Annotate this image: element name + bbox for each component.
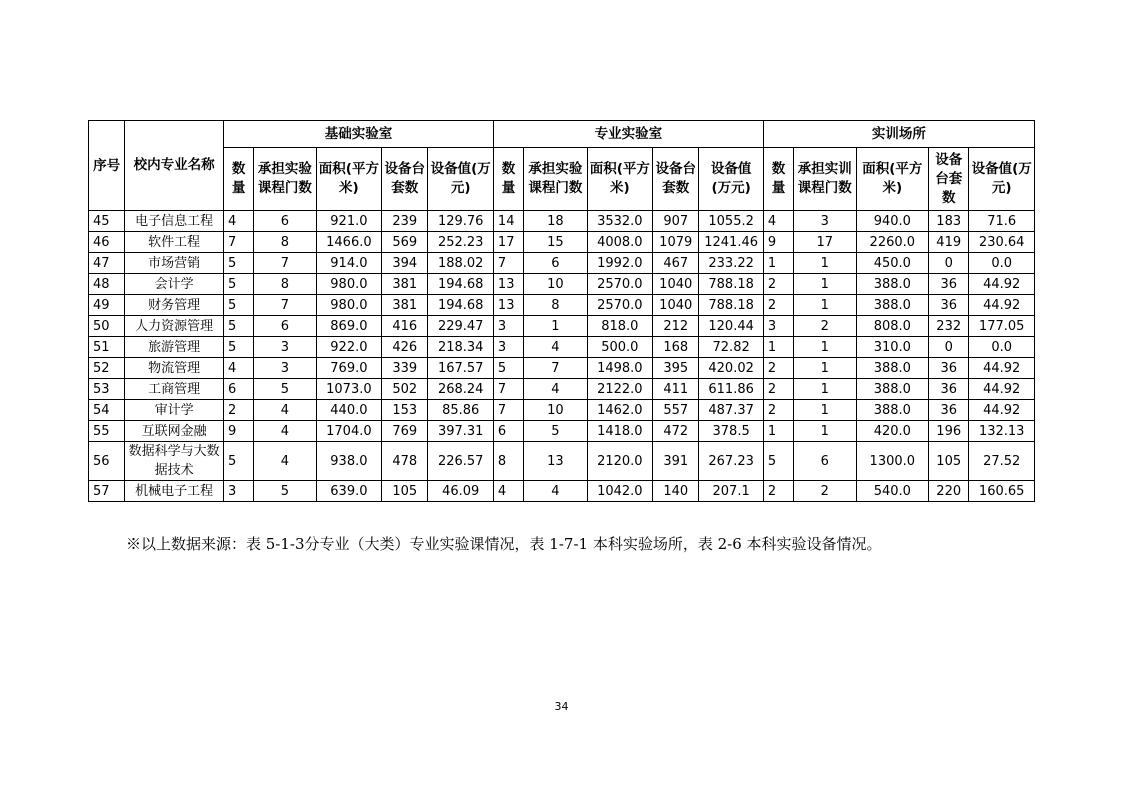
row-seq-cell: 54 bbox=[89, 400, 125, 421]
table-cell: 153 bbox=[382, 400, 428, 421]
table-cell: 230.64 bbox=[969, 232, 1035, 253]
table-cell: 6 bbox=[254, 316, 316, 337]
header-group-row bbox=[89, 121, 1035, 148]
table-cell: 10 bbox=[524, 274, 587, 295]
table-row bbox=[89, 316, 1035, 337]
table-cell: 229.47 bbox=[428, 316, 493, 337]
table-cell: 4 bbox=[493, 481, 523, 502]
table-cell: 252.23 bbox=[428, 232, 493, 253]
table-cell: 267.23 bbox=[699, 442, 763, 481]
table-cell: 0.0 bbox=[969, 253, 1035, 274]
table-cell: 3 bbox=[223, 481, 253, 502]
table-cell: 922.0 bbox=[316, 337, 381, 358]
table-cell: 416 bbox=[382, 316, 428, 337]
header-group-basic-lab: 基础实验室 bbox=[223, 121, 493, 148]
table-cell: 1073.0 bbox=[316, 379, 381, 400]
row-major-cell: 市场营销 bbox=[125, 253, 224, 274]
lab-statistics-table bbox=[88, 120, 1035, 502]
header-prof-courses: 承担实验课程门数 bbox=[524, 148, 587, 211]
table-cell: 7 bbox=[493, 379, 523, 400]
row-seq-cell: 49 bbox=[89, 295, 125, 316]
row-seq-cell: 46 bbox=[89, 232, 125, 253]
table-cell: 388.0 bbox=[856, 400, 929, 421]
row-seq-cell: 51 bbox=[89, 337, 125, 358]
table-cell: 14 bbox=[493, 211, 523, 232]
table-cell: 411 bbox=[653, 379, 699, 400]
table-cell: 36 bbox=[929, 400, 969, 421]
row-major-cell: 工商管理 bbox=[125, 379, 224, 400]
table-cell: 450.0 bbox=[856, 253, 929, 274]
table-cell: 3 bbox=[254, 337, 316, 358]
header-basic-equipment-sets: 设备台套数 bbox=[382, 148, 428, 211]
table-cell: 5 bbox=[763, 442, 793, 481]
table-cell: 7 bbox=[223, 232, 253, 253]
table-cell: 2570.0 bbox=[587, 295, 652, 316]
table-cell: 7 bbox=[524, 358, 587, 379]
table-row bbox=[89, 358, 1035, 379]
table-cell: 220 bbox=[929, 481, 969, 502]
table-cell: 2 bbox=[763, 274, 793, 295]
table-cell: 4 bbox=[524, 481, 587, 502]
table-cell: 3 bbox=[493, 337, 523, 358]
table-cell: 2120.0 bbox=[587, 442, 652, 481]
table-cell: 1 bbox=[794, 379, 856, 400]
table-cell: 6 bbox=[254, 211, 316, 232]
page-number: 34 bbox=[554, 700, 569, 713]
table-cell: 788.18 bbox=[699, 274, 763, 295]
row-seq-cell: 55 bbox=[89, 421, 125, 442]
table-cell: 788.18 bbox=[699, 295, 763, 316]
table-cell: 5 bbox=[254, 481, 316, 502]
header-train-count: 数量 bbox=[763, 148, 793, 211]
table-cell: 46.09 bbox=[428, 481, 493, 502]
header-prof-equipment-sets: 设备台套数 bbox=[653, 148, 699, 211]
table-cell: 36 bbox=[929, 358, 969, 379]
header-major: 校内专业名称 bbox=[125, 121, 224, 211]
table-cell: 9 bbox=[763, 232, 793, 253]
table-header bbox=[89, 121, 1035, 211]
table-cell: 1 bbox=[794, 358, 856, 379]
table-cell: 167.57 bbox=[428, 358, 493, 379]
table-cell: 2 bbox=[223, 400, 253, 421]
table-cell: 3 bbox=[254, 358, 316, 379]
table-cell: 105 bbox=[929, 442, 969, 481]
table-cell: 1042.0 bbox=[587, 481, 652, 502]
header-sub-row bbox=[89, 148, 1035, 211]
table-cell: 168 bbox=[653, 337, 699, 358]
table-cell: 1 bbox=[794, 400, 856, 421]
row-major-cell: 软件工程 bbox=[125, 232, 224, 253]
table-cell: 6 bbox=[223, 379, 253, 400]
table-cell: 13 bbox=[524, 442, 587, 481]
table-cell: 10 bbox=[524, 400, 587, 421]
row-major-cell: 旅游管理 bbox=[125, 337, 224, 358]
table-cell: 1498.0 bbox=[587, 358, 652, 379]
table-cell: 72.82 bbox=[699, 337, 763, 358]
table-cell: 1040 bbox=[653, 274, 699, 295]
table-cell: 940.0 bbox=[856, 211, 929, 232]
header-prof-equipment-value: 设备值(万元) bbox=[699, 148, 763, 211]
table-cell: 5 bbox=[223, 253, 253, 274]
table-cell: 4 bbox=[524, 379, 587, 400]
row-seq-cell: 53 bbox=[89, 379, 125, 400]
table-cell: 472 bbox=[653, 421, 699, 442]
table-row bbox=[89, 442, 1035, 481]
table-cell: 310.0 bbox=[856, 337, 929, 358]
table-cell: 419 bbox=[929, 232, 969, 253]
table-cell: 921.0 bbox=[316, 211, 381, 232]
table-cell: 2 bbox=[763, 481, 793, 502]
row-seq-cell: 47 bbox=[89, 253, 125, 274]
table-cell: 8 bbox=[254, 274, 316, 295]
table-cell: 3 bbox=[493, 316, 523, 337]
table-cell: 914.0 bbox=[316, 253, 381, 274]
table-cell: 129.76 bbox=[428, 211, 493, 232]
table-body bbox=[89, 211, 1035, 502]
table-cell: 44.92 bbox=[969, 379, 1035, 400]
table-cell: 980.0 bbox=[316, 295, 381, 316]
table-cell: 502 bbox=[382, 379, 428, 400]
table-cell: 8 bbox=[493, 442, 523, 481]
table-cell: 339 bbox=[382, 358, 428, 379]
header-train-equipment-value: 设备值(万元) bbox=[969, 148, 1035, 211]
table-cell: 36 bbox=[929, 274, 969, 295]
table-cell: 467 bbox=[653, 253, 699, 274]
table-cell: 6 bbox=[524, 253, 587, 274]
table-cell: 4 bbox=[254, 400, 316, 421]
row-seq-cell: 57 bbox=[89, 481, 125, 502]
table-cell: 36 bbox=[929, 379, 969, 400]
header-prof-area: 面积(平方米) bbox=[587, 148, 652, 211]
table-cell: 1 bbox=[794, 295, 856, 316]
table-cell: 391 bbox=[653, 442, 699, 481]
table-cell: 869.0 bbox=[316, 316, 381, 337]
table-cell: 938.0 bbox=[316, 442, 381, 481]
table-cell: 1418.0 bbox=[587, 421, 652, 442]
table-cell: 7 bbox=[493, 400, 523, 421]
table-cell: 194.68 bbox=[428, 295, 493, 316]
table-cell: 207.1 bbox=[699, 481, 763, 502]
table-cell: 1 bbox=[524, 316, 587, 337]
header-prof-count: 数量 bbox=[493, 148, 523, 211]
header-basic-area: 面积(平方米) bbox=[316, 148, 381, 211]
table-cell: 540.0 bbox=[856, 481, 929, 502]
table-cell: 3532.0 bbox=[587, 211, 652, 232]
table-row bbox=[89, 253, 1035, 274]
table-cell: 381 bbox=[382, 274, 428, 295]
table-cell: 160.65 bbox=[969, 481, 1035, 502]
table-cell: 212 bbox=[653, 316, 699, 337]
table-cell: 500.0 bbox=[587, 337, 652, 358]
table-cell: 15 bbox=[524, 232, 587, 253]
table-cell: 8 bbox=[524, 295, 587, 316]
row-major-cell: 审计学 bbox=[125, 400, 224, 421]
table-cell: 5 bbox=[223, 316, 253, 337]
header-train-courses: 承担实训课程门数 bbox=[794, 148, 856, 211]
table-cell: 44.92 bbox=[969, 400, 1035, 421]
table-cell: 7 bbox=[493, 253, 523, 274]
table-cell: 388.0 bbox=[856, 358, 929, 379]
table-row bbox=[89, 337, 1035, 358]
table-cell: 487.37 bbox=[699, 400, 763, 421]
table-cell: 388.0 bbox=[856, 295, 929, 316]
table-cell: 2 bbox=[794, 481, 856, 502]
table-cell: 1 bbox=[763, 337, 793, 358]
table-cell: 9 bbox=[223, 421, 253, 442]
row-major-cell: 电子信息工程 bbox=[125, 211, 224, 232]
table-cell: 4 bbox=[524, 337, 587, 358]
table-cell: 5 bbox=[524, 421, 587, 442]
table-cell: 388.0 bbox=[856, 274, 929, 295]
table-cell: 233.22 bbox=[699, 253, 763, 274]
table-cell: 120.44 bbox=[699, 316, 763, 337]
table-row bbox=[89, 421, 1035, 442]
table-cell: 1466.0 bbox=[316, 232, 381, 253]
table-cell: 17 bbox=[493, 232, 523, 253]
table-cell: 183 bbox=[929, 211, 969, 232]
table-cell: 268.24 bbox=[428, 379, 493, 400]
table-cell: 44.92 bbox=[969, 358, 1035, 379]
table-cell: 478 bbox=[382, 442, 428, 481]
table-cell: 1462.0 bbox=[587, 400, 652, 421]
table-cell: 177.05 bbox=[969, 316, 1035, 337]
table-cell: 6 bbox=[794, 442, 856, 481]
table-cell: 194.68 bbox=[428, 274, 493, 295]
table-cell: 13 bbox=[493, 295, 523, 316]
table-cell: 1992.0 bbox=[587, 253, 652, 274]
table-cell: 2 bbox=[763, 379, 793, 400]
table-row bbox=[89, 232, 1035, 253]
table-cell: 2 bbox=[763, 358, 793, 379]
table-cell: 395 bbox=[653, 358, 699, 379]
table-cell: 218.34 bbox=[428, 337, 493, 358]
table-cell: 3 bbox=[763, 316, 793, 337]
table-row bbox=[89, 400, 1035, 421]
table-cell: 1 bbox=[794, 253, 856, 274]
table-row bbox=[89, 211, 1035, 232]
table-cell: 196 bbox=[929, 421, 969, 442]
table-row bbox=[89, 379, 1035, 400]
header-basic-courses: 承担实验课程门数 bbox=[254, 148, 316, 211]
table-row bbox=[89, 481, 1035, 502]
table-cell: 4 bbox=[254, 442, 316, 481]
table-cell: 5 bbox=[254, 379, 316, 400]
row-major-cell: 物流管理 bbox=[125, 358, 224, 379]
table-cell: 907 bbox=[653, 211, 699, 232]
table-cell: 769.0 bbox=[316, 358, 381, 379]
table-cell: 17 bbox=[794, 232, 856, 253]
row-major-cell: 会计学 bbox=[125, 274, 224, 295]
header-group-professional-lab: 专业实验室 bbox=[493, 121, 763, 148]
table-cell: 381 bbox=[382, 295, 428, 316]
table-cell: 388.0 bbox=[856, 379, 929, 400]
table-cell: 420.02 bbox=[699, 358, 763, 379]
table-cell: 188.02 bbox=[428, 253, 493, 274]
table-cell: 226.57 bbox=[428, 442, 493, 481]
table-cell: 1055.2 bbox=[699, 211, 763, 232]
table-cell: 13 bbox=[493, 274, 523, 295]
table-cell: 3 bbox=[794, 211, 856, 232]
table-cell: 1704.0 bbox=[316, 421, 381, 442]
table-cell: 394 bbox=[382, 253, 428, 274]
table-cell: 378.5 bbox=[699, 421, 763, 442]
table-cell: 140 bbox=[653, 481, 699, 502]
table-cell: 1 bbox=[794, 274, 856, 295]
table-cell: 2122.0 bbox=[587, 379, 652, 400]
row-seq-cell: 50 bbox=[89, 316, 125, 337]
data-source-note: ※以上数据来源：表 5-1-3分专业（大类）专业实验课情况，表 1-7-1 本科实验场所，表 2-6 本科实验设备情况。 bbox=[126, 535, 882, 553]
row-seq-cell: 48 bbox=[89, 274, 125, 295]
table-cell: 4 bbox=[223, 358, 253, 379]
header-group-training-site: 实训场所 bbox=[763, 121, 1034, 148]
table-row bbox=[89, 274, 1035, 295]
table-cell: 611.86 bbox=[699, 379, 763, 400]
table-cell: 1241.46 bbox=[699, 232, 763, 253]
table-cell: 1 bbox=[763, 253, 793, 274]
table-cell: 2 bbox=[763, 400, 793, 421]
table-cell: 239 bbox=[382, 211, 428, 232]
table-cell: 2 bbox=[763, 295, 793, 316]
table-cell: 2570.0 bbox=[587, 274, 652, 295]
header-train-area: 面积(平方米) bbox=[856, 148, 929, 211]
table-cell: 808.0 bbox=[856, 316, 929, 337]
row-seq-cell: 52 bbox=[89, 358, 125, 379]
table-cell: 639.0 bbox=[316, 481, 381, 502]
table-cell: 557 bbox=[653, 400, 699, 421]
table-cell: 4 bbox=[254, 421, 316, 442]
table-cell: 980.0 bbox=[316, 274, 381, 295]
table-cell: 420.0 bbox=[856, 421, 929, 442]
table-cell: 1040 bbox=[653, 295, 699, 316]
header-train-equipment-sets: 设备台套数 bbox=[929, 148, 969, 211]
table-cell: 1 bbox=[763, 421, 793, 442]
table-cell: 27.52 bbox=[969, 442, 1035, 481]
table-cell: 769 bbox=[382, 421, 428, 442]
table-cell: 4 bbox=[223, 211, 253, 232]
table-cell: 5 bbox=[223, 274, 253, 295]
row-major-cell: 财务管理 bbox=[125, 295, 224, 316]
table-cell: 7 bbox=[254, 253, 316, 274]
table-cell: 18 bbox=[524, 211, 587, 232]
row-seq-cell: 56 bbox=[89, 442, 125, 481]
row-major-cell: 机械电子工程 bbox=[125, 481, 224, 502]
table-cell: 105 bbox=[382, 481, 428, 502]
row-major-cell: 数据科学与大数据技术 bbox=[125, 442, 224, 481]
table-cell: 4008.0 bbox=[587, 232, 652, 253]
table-cell: 8 bbox=[254, 232, 316, 253]
table-cell: 132.13 bbox=[969, 421, 1035, 442]
table-cell: 1079 bbox=[653, 232, 699, 253]
row-seq-cell: 45 bbox=[89, 211, 125, 232]
table-cell: 569 bbox=[382, 232, 428, 253]
table-cell: 1 bbox=[794, 337, 856, 358]
table-cell: 5 bbox=[223, 442, 253, 481]
table-cell: 5 bbox=[223, 337, 253, 358]
table-cell: 44.92 bbox=[969, 295, 1035, 316]
row-major-cell: 互联网金融 bbox=[125, 421, 224, 442]
table-cell: 6 bbox=[493, 421, 523, 442]
table-cell: 5 bbox=[223, 295, 253, 316]
table-row bbox=[89, 295, 1035, 316]
table-cell: 2 bbox=[794, 316, 856, 337]
table-cell: 36 bbox=[929, 295, 969, 316]
table-cell: 1300.0 bbox=[856, 442, 929, 481]
table-cell: 7 bbox=[254, 295, 316, 316]
table-cell: 426 bbox=[382, 337, 428, 358]
table-cell: 397.31 bbox=[428, 421, 493, 442]
table-cell: 44.92 bbox=[969, 274, 1035, 295]
header-seq: 序号 bbox=[89, 121, 125, 211]
table-cell: 0.0 bbox=[969, 337, 1035, 358]
table-cell: 0 bbox=[929, 253, 969, 274]
table-cell: 818.0 bbox=[587, 316, 652, 337]
table-cell: 1 bbox=[794, 421, 856, 442]
table-cell: 71.6 bbox=[969, 211, 1035, 232]
row-major-cell: 人力资源管理 bbox=[125, 316, 224, 337]
table-cell: 85.86 bbox=[428, 400, 493, 421]
header-basic-count: 数量 bbox=[223, 148, 253, 211]
table-cell: 232 bbox=[929, 316, 969, 337]
header-basic-equipment-value: 设备值(万元) bbox=[428, 148, 493, 211]
table-cell: 5 bbox=[493, 358, 523, 379]
table-cell: 2260.0 bbox=[856, 232, 929, 253]
table-cell: 4 bbox=[763, 211, 793, 232]
table-cell: 0 bbox=[929, 337, 969, 358]
table-cell: 440.0 bbox=[316, 400, 381, 421]
